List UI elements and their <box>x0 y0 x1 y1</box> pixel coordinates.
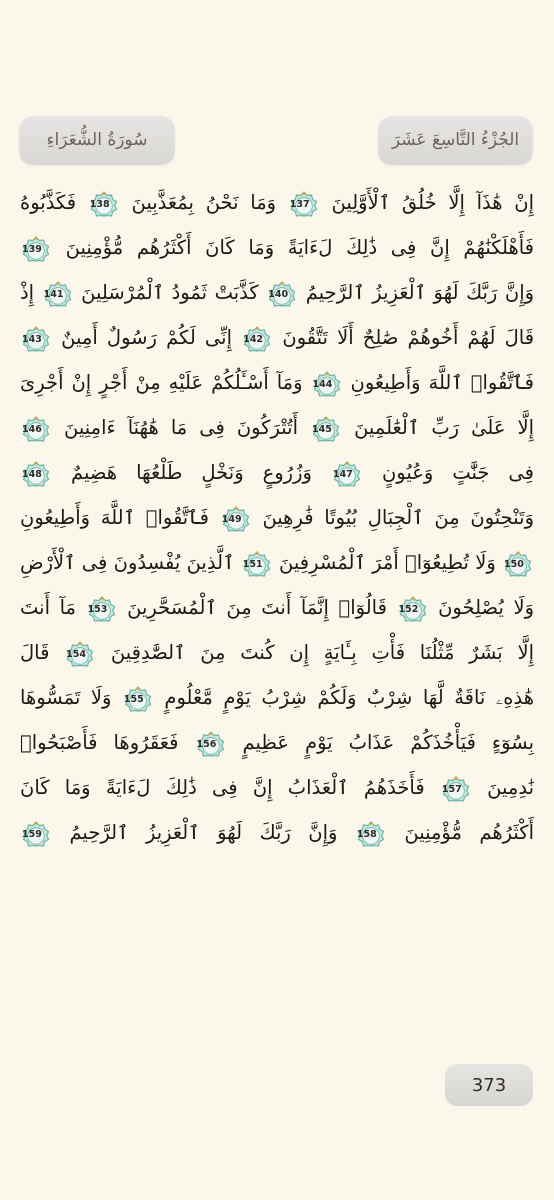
verse-line <box>20 810 534 855</box>
verse-text[interactable]: وَلَا تُطِيعُوٓا۟ أَمْرَ ٱلْمُسْرِفِينَ <box>279 551 496 574</box>
verse-text[interactable]: إِنِّى لَكُمْ رَسُولٌ أَمِينٌ <box>61 326 233 349</box>
verse-text[interactable]: وَإِنَّ رَبَّكَ لَهُوَ ٱلْعَزِيزُ ٱلرَّحِيمُ <box>69 821 338 844</box>
ayah-number: 138 <box>89 198 110 210</box>
ayah-number: 150 <box>504 558 524 570</box>
page-number-badge[interactable] <box>445 1064 533 1106</box>
verse-text[interactable]: كَذَّبَتْ ثَمُودُ ٱلْمُرْسَلِينَ <box>81 281 259 304</box>
ayah-number-marker[interactable] <box>243 551 271 577</box>
verse-text[interactable]: فَعَقَرُوهَا فَأَصْبَحُوا۟ <box>20 731 179 754</box>
verse-line <box>20 720 534 765</box>
verse-line <box>20 315 534 360</box>
ayah-number-marker[interactable] <box>22 236 50 262</box>
ayah-number: 154 <box>66 648 87 660</box>
verse-text[interactable]: أَكْثَرُهُم مُّؤْمِنِينَ <box>404 821 534 844</box>
ayah-number-marker[interactable] <box>44 281 72 307</box>
verse-text[interactable]: وَمَا نَحْنُ بِمُعَذَّبِينَ <box>131 191 277 214</box>
ayah-number: 159 <box>22 828 42 840</box>
verse-line <box>20 180 534 225</box>
ayah-number: 143 <box>22 333 42 345</box>
verse-line <box>20 495 534 540</box>
verse-text[interactable]: إِلَّا عَلَىٰ رَبِّ ٱلْعَٰلَمِينَ <box>354 416 534 439</box>
ayah-number: 149 <box>221 513 242 525</box>
ayah-number: 153 <box>87 603 108 615</box>
verse-text[interactable]: هَٰذِهِۦ نَاقَةٌ لَّهَا شِرْبٌ وَلَكُمْ شِرْبُ يَوْمٍ مَّعْلُومٍ <box>164 686 534 709</box>
verse-text[interactable]: بِسُوٓءٍ فَيَأْخُذَكُمْ عَذَابُ يَوْمٍ عَظِيمٍ <box>242 731 534 754</box>
verse-text[interactable]: إِلَّا بَشَرٌ مِّثْلُنَا فَأْتِ بِـَٔايَةٍ إِن كُنتَ مِنَ ٱلصَّٰدِقِينَ <box>110 641 534 664</box>
page-number-label: 373 <box>471 1074 507 1096</box>
verse-line <box>20 360 534 405</box>
ayah-number: 144 <box>312 378 333 390</box>
ayah-number: 156 <box>196 738 217 750</box>
ayah-number: 141 <box>43 288 64 300</box>
juz-name-label: الجُزْءُ التَّاسِعَ عَشَرَ <box>391 130 520 150</box>
ayah-number-marker[interactable] <box>90 191 118 217</box>
ayah-number-marker[interactable] <box>197 731 225 757</box>
ayah-number-marker[interactable] <box>312 416 340 442</box>
verse-line <box>20 765 534 810</box>
verse-text[interactable]: وَزُرُوعٍ وَنَخْلٍ طَلْعُهَا هَضِيمٌ <box>71 461 312 484</box>
surah-name-banner[interactable] <box>19 115 175 165</box>
verse-text[interactable]: وَتَنْحِتُونَ مِنَ ٱلْجِبَالِ بُيُوتًا فَٰرِهِينَ <box>262 506 534 529</box>
ayah-number-marker[interactable] <box>399 596 427 622</box>
surah-name-label: سُورَةُ الشُّعَرَاءِ <box>46 130 148 150</box>
ayah-number: 142 <box>243 333 264 345</box>
verse-text[interactable]: وَلَا يُصْلِحُونَ <box>438 596 534 619</box>
verse-line <box>20 270 534 315</box>
ayah-number-marker[interactable] <box>268 281 296 307</box>
ayah-number-marker[interactable] <box>313 371 341 397</box>
verse-text[interactable]: قَالَ لَهُمْ أَخُوهُمْ صَٰلِحٌ أَلَا تَتَّقُونَ <box>282 326 534 349</box>
verse-text[interactable]: وَإِنَّ رَبَّكَ لَهُوَ ٱلْعَزِيزُ ٱلرَّحِيمُ <box>305 281 534 304</box>
verse-line <box>20 450 534 495</box>
ayah-number-marker[interactable] <box>22 416 50 442</box>
ayah-number-marker[interactable] <box>243 326 271 352</box>
verse-line <box>20 585 534 630</box>
verse-text[interactable]: قَالُوٓا۟ إِنَّمَآ أَنتَ مِنَ ٱلْمُسَحَّرِينَ <box>127 596 387 619</box>
verse-line <box>20 225 534 270</box>
verse-text[interactable]: فَٱتَّقُوا۟ ٱللَّهَ وَأَطِيعُونِ <box>20 506 209 529</box>
verse-text[interactable]: قَالَ <box>20 641 50 664</box>
ayah-number-marker[interactable] <box>124 686 152 712</box>
ayah-number: 145 <box>312 423 332 435</box>
ayah-number: 140 <box>268 288 289 300</box>
ayah-number-marker[interactable] <box>66 641 94 667</box>
ayah-number-marker[interactable] <box>357 821 385 847</box>
ayah-number: 148 <box>22 468 42 480</box>
verse-text[interactable]: فِى جَنَّٰتٍ وَعُيُونٍ <box>381 461 534 484</box>
ayah-number-marker[interactable] <box>290 191 318 217</box>
ayah-number: 147 <box>332 468 353 480</box>
quran-text-block <box>20 180 534 855</box>
ayah-number-marker[interactable] <box>222 506 250 532</box>
ayah-number: 157 <box>441 783 462 795</box>
ayah-number: 152 <box>398 603 419 615</box>
verse-line <box>20 630 534 675</box>
ayah-number: 151 <box>242 558 263 570</box>
ayah-number-marker[interactable] <box>504 551 532 577</box>
verse-text[interactable]: وَمَآ أَسْـَٔلُكُمْ عَلَيْهِ مِنْ أَجْرٍ إِنْ أَجْرِىَ <box>20 371 303 394</box>
verse-line <box>20 675 534 720</box>
ayah-number-marker[interactable] <box>22 461 50 487</box>
juz-name-banner[interactable] <box>378 115 533 165</box>
ayah-number-marker[interactable] <box>88 596 116 622</box>
verse-text[interactable]: فَٱتَّقُوا۟ ٱللَّهَ وَأَطِيعُونِ <box>350 371 534 394</box>
verse-text[interactable]: نَٰدِمِينَ <box>487 776 534 799</box>
ayah-number: 139 <box>22 243 42 255</box>
ayah-number-marker[interactable] <box>22 326 50 352</box>
ayah-number-marker[interactable] <box>22 821 50 847</box>
verse-text[interactable]: أَتُتْرَكُونَ فِى مَا هَٰهُنَآ ءَامِنِينَ <box>64 416 298 439</box>
ayah-number: 137 <box>289 198 310 210</box>
verse-text[interactable]: فَأَخَذَهُمُ ٱلْعَذَابُ إِنَّ فِى ذَٰلِكَ لَءَايَةً وَمَا كَانَ <box>20 776 425 799</box>
verse-text[interactable]: ٱلَّذِينَ يُفْسِدُونَ فِى ٱلْأَرْضِ <box>20 551 235 574</box>
verse-text[interactable]: إِذْ <box>20 281 35 304</box>
verse-text[interactable]: فَأَهْلَكْنَٰهُمْ إِنَّ فِى ذَٰلِكَ لَءَايَةً وَمَا كَانَ أَكْثَرُهُم مُّؤْمِنِينَ <box>65 236 534 259</box>
verse-text[interactable]: فَكَذَّبُوهُ <box>20 191 77 214</box>
verse-text[interactable]: وَلَا تَمَسُّوهَا <box>20 686 112 709</box>
verse-text[interactable]: مَآ أَنتَ <box>20 596 76 619</box>
ayah-number-marker[interactable] <box>333 461 361 487</box>
verse-line <box>20 540 534 585</box>
verse-text[interactable]: إِنْ هَٰذَآ إِلَّا خُلُقُ ٱلْأَوَّلِينَ <box>331 191 534 214</box>
ayah-number: 146 <box>22 423 42 435</box>
ayah-number-marker[interactable] <box>442 776 470 802</box>
verse-line <box>20 405 534 450</box>
ayah-number: 155 <box>123 693 144 705</box>
ayah-number: 158 <box>356 828 377 840</box>
